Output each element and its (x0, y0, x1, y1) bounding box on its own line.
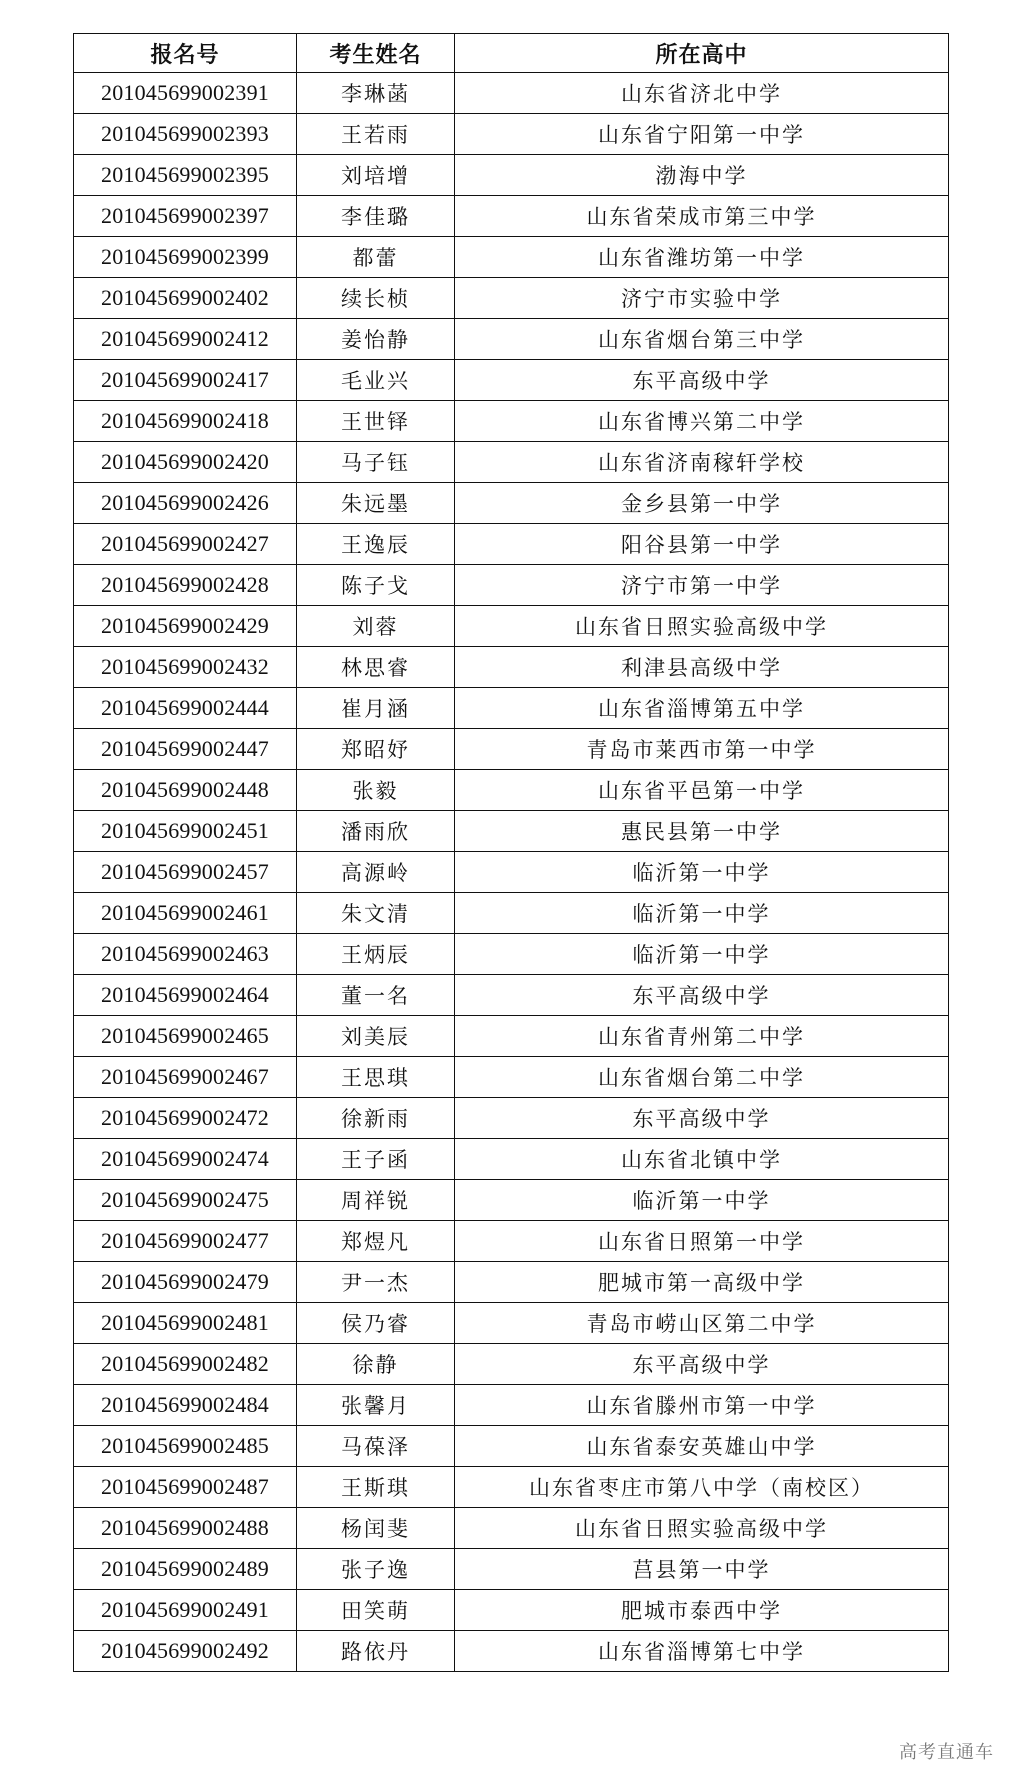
high-school-cell: 莒县第一中学 (455, 1549, 949, 1590)
registration-number-cell: 201045699002457 (74, 852, 297, 893)
registration-number-cell: 201045699002427 (74, 524, 297, 565)
column-header-high-school: 所在高中 (455, 34, 949, 73)
high-school-cell: 山东省宁阳第一中学 (455, 114, 949, 155)
high-school-cell: 山东省平邑第一中学 (455, 770, 949, 811)
student-name-cell: 朱文清 (297, 893, 455, 934)
student-name-cell: 徐静 (297, 1344, 455, 1385)
student-name-cell: 郑煜凡 (297, 1221, 455, 1262)
high-school-cell: 利津县高级中学 (455, 647, 949, 688)
student-name-cell: 陈子戈 (297, 565, 455, 606)
high-school-cell: 临沂第一中学 (455, 852, 949, 893)
table-row (74, 729, 949, 770)
table-row (74, 1508, 949, 1549)
student-name-cell: 李佳璐 (297, 196, 455, 237)
high-school-cell: 济宁市第一中学 (455, 565, 949, 606)
registration-number-cell: 201045699002393 (74, 114, 297, 155)
registration-number-cell: 201045699002420 (74, 442, 297, 483)
table-row (74, 483, 949, 524)
table-row (74, 1590, 949, 1631)
roster-body (74, 73, 949, 1672)
registration-number-cell: 201045699002391 (74, 73, 297, 114)
student-name-cell: 周祥锐 (297, 1180, 455, 1221)
table-row (74, 401, 949, 442)
high-school-cell: 东平高级中学 (455, 360, 949, 401)
student-name-cell: 姜怡静 (297, 319, 455, 360)
student-name-cell: 侯乃睿 (297, 1303, 455, 1344)
table-row (74, 319, 949, 360)
high-school-cell: 山东省北镇中学 (455, 1139, 949, 1180)
registration-number-cell: 201045699002489 (74, 1549, 297, 1590)
table-row (74, 852, 949, 893)
table-row (74, 360, 949, 401)
student-name-cell: 王思琪 (297, 1057, 455, 1098)
registration-number-cell: 201045699002477 (74, 1221, 297, 1262)
table-row (74, 975, 949, 1016)
student-name-cell: 续长桢 (297, 278, 455, 319)
high-school-cell: 山东省日照实验高级中学 (455, 606, 949, 647)
student-name-cell: 徐新雨 (297, 1098, 455, 1139)
student-name-cell: 郑昭妤 (297, 729, 455, 770)
table-row (74, 1180, 949, 1221)
high-school-cell: 东平高级中学 (455, 1098, 949, 1139)
student-name-cell: 王子函 (297, 1139, 455, 1180)
student-name-cell: 王世铎 (297, 401, 455, 442)
table-row (74, 688, 949, 729)
registration-number-cell: 201045699002397 (74, 196, 297, 237)
student-name-cell: 杨闰斐 (297, 1508, 455, 1549)
table-row (74, 1467, 949, 1508)
registration-number-cell: 201045699002487 (74, 1467, 297, 1508)
registration-number-cell: 201045699002467 (74, 1057, 297, 1098)
table-row (74, 1139, 949, 1180)
registration-number-cell: 201045699002464 (74, 975, 297, 1016)
registration-number-cell: 201045699002475 (74, 1180, 297, 1221)
registration-number-cell: 201045699002461 (74, 893, 297, 934)
table-row (74, 1385, 949, 1426)
high-school-cell: 山东省淄博第五中学 (455, 688, 949, 729)
high-school-cell: 山东省济南稼轩学校 (455, 442, 949, 483)
table-row (74, 524, 949, 565)
registration-number-cell: 201045699002491 (74, 1590, 297, 1631)
student-name-cell: 王若雨 (297, 114, 455, 155)
high-school-cell: 金乡县第一中学 (455, 483, 949, 524)
table-row (74, 1221, 949, 1262)
registration-number-cell: 201045699002485 (74, 1426, 297, 1467)
high-school-cell: 山东省荣成市第三中学 (455, 196, 949, 237)
table-row (74, 770, 949, 811)
high-school-cell: 青岛市莱西市第一中学 (455, 729, 949, 770)
table-row (74, 1426, 949, 1467)
high-school-cell: 阳谷县第一中学 (455, 524, 949, 565)
high-school-cell: 东平高级中学 (455, 1344, 949, 1385)
registration-number-cell: 201045699002474 (74, 1139, 297, 1180)
high-school-cell: 山东省潍坊第一中学 (455, 237, 949, 278)
high-school-cell: 山东省日照实验高级中学 (455, 1508, 949, 1549)
table-row (74, 237, 949, 278)
registration-number-cell: 201045699002479 (74, 1262, 297, 1303)
registration-number-cell: 201045699002399 (74, 237, 297, 278)
registration-number-cell: 201045699002418 (74, 401, 297, 442)
registration-number-cell: 201045699002472 (74, 1098, 297, 1139)
registration-number-cell: 201045699002484 (74, 1385, 297, 1426)
student-name-cell: 张子逸 (297, 1549, 455, 1590)
table-row (74, 1344, 949, 1385)
high-school-cell: 山东省青州第二中学 (455, 1016, 949, 1057)
student-name-cell: 刘蓉 (297, 606, 455, 647)
student-name-cell: 林思睿 (297, 647, 455, 688)
high-school-cell: 惠民县第一中学 (455, 811, 949, 852)
student-name-cell: 尹一杰 (297, 1262, 455, 1303)
student-name-cell: 路依丹 (297, 1631, 455, 1672)
registration-number-cell: 201045699002432 (74, 647, 297, 688)
registration-number-cell: 201045699002412 (74, 319, 297, 360)
high-school-cell: 肥城市泰西中学 (455, 1590, 949, 1631)
registration-number-cell: 201045699002463 (74, 934, 297, 975)
watermark-label: 高考直通车 (899, 1742, 994, 1763)
high-school-cell: 山东省烟台第二中学 (455, 1057, 949, 1098)
high-school-cell: 山东省济北中学 (455, 73, 949, 114)
table-row (74, 893, 949, 934)
high-school-cell: 山东省日照第一中学 (455, 1221, 949, 1262)
student-name-cell: 刘美辰 (297, 1016, 455, 1057)
student-name-cell: 马子钰 (297, 442, 455, 483)
registration-number-cell: 201045699002402 (74, 278, 297, 319)
table-row (74, 196, 949, 237)
column-header-student-name: 考生姓名 (297, 34, 455, 73)
table-row (74, 1631, 949, 1672)
table-row (74, 1303, 949, 1344)
table-row (74, 606, 949, 647)
student-name-cell: 王斯琪 (297, 1467, 455, 1508)
student-name-cell: 李琳菡 (297, 73, 455, 114)
registration-number-cell: 201045699002488 (74, 1508, 297, 1549)
high-school-cell: 东平高级中学 (455, 975, 949, 1016)
student-name-cell: 刘培增 (297, 155, 455, 196)
table-row (74, 155, 949, 196)
high-school-cell: 山东省博兴第二中学 (455, 401, 949, 442)
table-row (74, 565, 949, 606)
table-row (74, 1016, 949, 1057)
registration-number-cell: 201045699002417 (74, 360, 297, 401)
roster-sheet (73, 33, 948, 1672)
student-name-cell: 都蕾 (297, 237, 455, 278)
student-name-cell: 田笑萌 (297, 1590, 455, 1631)
high-school-cell: 临沂第一中学 (455, 1180, 949, 1221)
table-row (74, 811, 949, 852)
high-school-cell: 山东省烟台第三中学 (455, 319, 949, 360)
table-row (74, 442, 949, 483)
high-school-cell: 山东省淄博第七中学 (455, 1631, 949, 1672)
registration-number-cell: 201045699002465 (74, 1016, 297, 1057)
student-name-cell: 毛业兴 (297, 360, 455, 401)
table-row (74, 1549, 949, 1590)
table-row (74, 278, 949, 319)
registration-number-cell: 201045699002428 (74, 565, 297, 606)
high-school-cell: 济宁市实验中学 (455, 278, 949, 319)
high-school-cell: 临沂第一中学 (455, 893, 949, 934)
student-roster-table (73, 33, 949, 1672)
high-school-cell: 渤海中学 (455, 155, 949, 196)
registration-number-cell: 201045699002482 (74, 1344, 297, 1385)
table-row (74, 1098, 949, 1139)
registration-number-cell: 201045699002447 (74, 729, 297, 770)
registration-number-cell: 201045699002492 (74, 1631, 297, 1672)
high-school-cell: 临沂第一中学 (455, 934, 949, 975)
high-school-cell: 山东省泰安英雄山中学 (455, 1426, 949, 1467)
student-name-cell: 朱远墨 (297, 483, 455, 524)
high-school-cell: 山东省枣庄市第八中学（南校区） (455, 1467, 949, 1508)
header-row (74, 34, 949, 73)
column-header-registration-number: 报名号 (74, 34, 297, 73)
student-name-cell: 马葆泽 (297, 1426, 455, 1467)
table-row (74, 934, 949, 975)
table-row (74, 114, 949, 155)
registration-number-cell: 201045699002426 (74, 483, 297, 524)
student-name-cell: 高源岭 (297, 852, 455, 893)
registration-number-cell: 201045699002444 (74, 688, 297, 729)
high-school-cell: 青岛市崂山区第二中学 (455, 1303, 949, 1344)
high-school-cell: 山东省滕州市第一中学 (455, 1385, 949, 1426)
student-name-cell: 张毅 (297, 770, 455, 811)
table-row (74, 73, 949, 114)
student-name-cell: 董一名 (297, 975, 455, 1016)
student-name-cell: 潘雨欣 (297, 811, 455, 852)
table-row (74, 647, 949, 688)
registration-number-cell: 201045699002395 (74, 155, 297, 196)
registration-number-cell: 201045699002481 (74, 1303, 297, 1344)
table-row (74, 1262, 949, 1303)
student-name-cell: 王逸辰 (297, 524, 455, 565)
student-name-cell: 崔月涵 (297, 688, 455, 729)
high-school-cell: 肥城市第一高级中学 (455, 1262, 949, 1303)
registration-number-cell: 201045699002448 (74, 770, 297, 811)
registration-number-cell: 201045699002451 (74, 811, 297, 852)
student-name-cell: 张馨月 (297, 1385, 455, 1426)
student-name-cell: 王炳辰 (297, 934, 455, 975)
table-row (74, 1057, 949, 1098)
registration-number-cell: 201045699002429 (74, 606, 297, 647)
